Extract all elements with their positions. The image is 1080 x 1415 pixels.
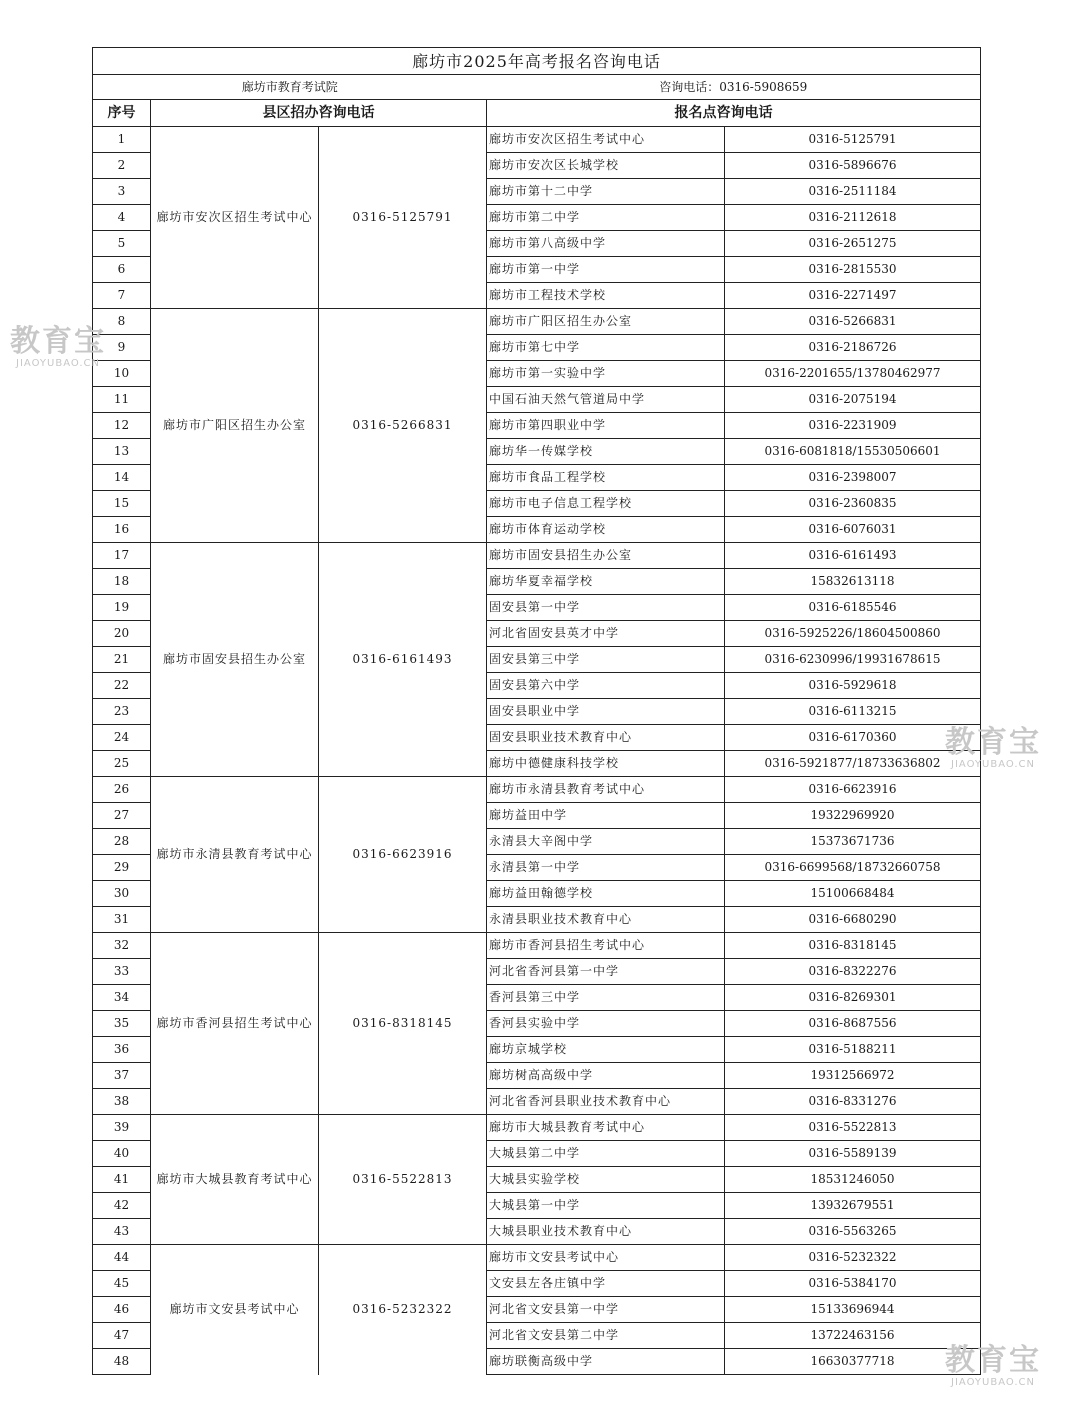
site-phone: 0316-2201655/13780462977	[725, 361, 981, 387]
row-number: 12	[93, 413, 151, 439]
site-phone: 0316-2231909	[725, 413, 981, 439]
site-name: 永清县大辛阁中学	[487, 829, 725, 855]
site-phone: 15373671736	[725, 829, 981, 855]
county-office-phone: 0316-6161493	[319, 543, 487, 777]
row-number: 42	[93, 1193, 151, 1219]
watermark-cn: 教育宝	[945, 725, 1041, 760]
row-number: 24	[93, 725, 151, 751]
row-number: 26	[93, 777, 151, 803]
site-name: 廊坊华一传媒学校	[487, 439, 725, 465]
site-phone: 0316-8318145	[725, 933, 981, 959]
row-number: 40	[93, 1141, 151, 1167]
site-name: 大城县职业技术教育中心	[487, 1219, 725, 1245]
site-phone: 0316-8269301	[725, 985, 981, 1011]
row-number: 13	[93, 439, 151, 465]
county-office-name: 廊坊市大城县教育考试中心	[151, 1115, 319, 1245]
county-office-phone: 0316-5522813	[319, 1115, 487, 1245]
header-site: 报名点咨询电话	[725, 100, 981, 127]
table-row	[93, 777, 981, 803]
row-number: 16	[93, 517, 151, 543]
site-name: 河北省文安县第一中学	[487, 1297, 725, 1323]
site-phone: 0316-6185546	[725, 595, 981, 621]
site-phone: 0316-6230996/19931678615	[725, 647, 981, 673]
site-phone: 0316-6113215	[725, 699, 981, 725]
site-name: 廊坊市安次区长城学校	[487, 153, 725, 179]
site-name: 廊坊市第一中学	[487, 257, 725, 283]
site-name: 廊坊市第二中学	[487, 205, 725, 231]
site-name: 廊坊益田翰德学校	[487, 881, 725, 907]
site-phone: 0316-5188211	[725, 1037, 981, 1063]
county-office-name: 廊坊市固安县招生办公室	[151, 543, 319, 777]
row-number: 36	[93, 1037, 151, 1063]
row-number: 32	[93, 933, 151, 959]
county-office-name: 廊坊市广阳区招生办公室	[151, 309, 319, 543]
site-name: 固安县第三中学	[487, 647, 725, 673]
watermark-logo	[10, 326, 106, 370]
site-phone: 0316-2271497	[725, 283, 981, 309]
site-phone: 0316-6170360	[725, 725, 981, 751]
site-phone: 0316-2075194	[725, 387, 981, 413]
site-name: 廊坊市第八高级中学	[487, 231, 725, 257]
table-row	[93, 127, 981, 153]
site-phone: 0316-5921877/18733636802	[725, 751, 981, 777]
site-name: 香河县实验中学	[487, 1011, 725, 1037]
site-name: 廊坊市食品工程学校	[487, 465, 725, 491]
county-office-phone: 0316-5266831	[319, 309, 487, 543]
site-name: 香河县第三中学	[487, 985, 725, 1011]
watermark-cn: 教育宝	[10, 324, 106, 359]
county-office-phone: 0316-5125791	[319, 127, 487, 309]
site-name: 廊坊市安次区招生考试中心	[487, 127, 725, 153]
site-name: 廊坊市体育运动学校	[487, 517, 725, 543]
site-phone: 0316-5522813	[725, 1115, 981, 1141]
site-phone: 0316-2360835	[725, 491, 981, 517]
hotline	[487, 75, 981, 100]
row-number: 1	[93, 127, 151, 153]
row-number: 37	[93, 1063, 151, 1089]
site-phone: 19312566972	[725, 1063, 981, 1089]
watermark-cn: 教育宝	[945, 1343, 1041, 1378]
directory-table	[92, 47, 981, 1375]
row-number: 45	[93, 1271, 151, 1297]
site-name: 固安县职业技术教育中心	[487, 725, 725, 751]
site-name: 廊坊市大城县教育考试中心	[487, 1115, 725, 1141]
site-name: 廊坊市第十二中学	[487, 179, 725, 205]
row-number: 15	[93, 491, 151, 517]
site-name: 永清县第一中学	[487, 855, 725, 881]
row-number: 46	[93, 1297, 151, 1323]
row-number: 29	[93, 855, 151, 881]
row-number: 39	[93, 1115, 151, 1141]
site-phone: 0316-2815530	[725, 257, 981, 283]
table-row	[93, 1115, 981, 1141]
site-name: 大城县第一中学	[487, 1193, 725, 1219]
site-phone: 0316-8322276	[725, 959, 981, 985]
site-name: 大城县第二中学	[487, 1141, 725, 1167]
row-number: 11	[93, 387, 151, 413]
site-name: 河北省香河县职业技术教育中心	[487, 1089, 725, 1115]
site-name: 大城县实验学校	[487, 1167, 725, 1193]
header-county: 县区招办咨询电话	[151, 100, 487, 127]
site-name: 廊坊联衡高级中学	[487, 1349, 725, 1375]
row-number: 47	[93, 1323, 151, 1349]
site-name: 廊坊市文安县考试中心	[487, 1245, 725, 1271]
row-number: 5	[93, 231, 151, 257]
site-phone: 0316-6081818/15530506601	[725, 439, 981, 465]
row-number: 48	[93, 1349, 151, 1375]
site-name: 永清县职业技术教育中心	[487, 907, 725, 933]
site-phone: 18531246050	[725, 1167, 981, 1193]
row-number: 33	[93, 959, 151, 985]
site-name: 河北省固安县英才中学	[487, 621, 725, 647]
watermark-en: JIAOYUBAO.CN	[951, 759, 1035, 770]
county-office-name: 廊坊市永清县教育考试中心	[151, 777, 319, 933]
county-office-name: 廊坊市文安县考试中心	[151, 1245, 319, 1375]
site-name: 廊坊中德健康科技学校	[487, 751, 725, 777]
row-number: 8	[93, 309, 151, 335]
row-number: 2	[93, 153, 151, 179]
site-name: 廊坊益田中学	[487, 803, 725, 829]
row-number: 44	[93, 1245, 151, 1271]
row-number: 14	[93, 465, 151, 491]
row-number: 9	[93, 335, 151, 361]
site-phone: 0316-5896676	[725, 153, 981, 179]
site-phone: 0316-6161493	[725, 543, 981, 569]
site-phone: 13932679551	[725, 1193, 981, 1219]
site-name: 廊坊市工程技术学校	[487, 283, 725, 309]
site-phone: 0316-8687556	[725, 1011, 981, 1037]
county-office-name: 廊坊市香河县招生考试中心	[151, 933, 319, 1115]
site-phone: 15133696944	[725, 1297, 981, 1323]
row-number: 7	[93, 283, 151, 309]
site-name: 廊坊树高高级中学	[487, 1063, 725, 1089]
row-number: 6	[93, 257, 151, 283]
county-office-phone: 0316-8318145	[319, 933, 487, 1115]
row-number: 43	[93, 1219, 151, 1245]
watermark-en: JIAOYUBAO.CN	[951, 1377, 1035, 1388]
site-phone: 0316-5925226/18604500860	[725, 621, 981, 647]
row-number: 35	[93, 1011, 151, 1037]
site-phone: 16630377718	[725, 1349, 981, 1375]
site-phone: 13722463156	[725, 1323, 981, 1349]
row-number: 34	[93, 985, 151, 1011]
row-number: 27	[93, 803, 151, 829]
site-name: 固安县第一中学	[487, 595, 725, 621]
row-number: 18	[93, 569, 151, 595]
site-phone: 0316-2398007	[725, 465, 981, 491]
row-number: 3	[93, 179, 151, 205]
site-phone: 0316-2186726	[725, 335, 981, 361]
row-number: 38	[93, 1089, 151, 1115]
header-seq: 序号	[93, 100, 151, 127]
site-phone: 15832613118	[725, 569, 981, 595]
issuing-organization: 廊坊市教育考试院	[93, 75, 487, 100]
site-phone: 0316-5125791	[725, 127, 981, 153]
site-phone: 0316-2511184	[725, 179, 981, 205]
row-number: 28	[93, 829, 151, 855]
site-name: 廊坊京城学校	[487, 1037, 725, 1063]
site-phone: 19322969920	[725, 803, 981, 829]
table-row	[93, 543, 981, 569]
site-name: 廊坊市香河县招生考试中心	[487, 933, 725, 959]
table-row	[93, 309, 981, 335]
site-name: 廊坊华夏幸福学校	[487, 569, 725, 595]
site-phone: 0316-6699568/18732660758	[725, 855, 981, 881]
row-number: 25	[93, 751, 151, 777]
table-row	[93, 933, 981, 959]
row-number: 4	[93, 205, 151, 231]
watermark-logo	[945, 1345, 1041, 1389]
site-phone: 0316-2651275	[725, 231, 981, 257]
site-name: 文安县左各庄镇中学	[487, 1271, 725, 1297]
site-phone: 0316-5563265	[725, 1219, 981, 1245]
site-phone: 0316-2112618	[725, 205, 981, 231]
site-phone: 15100668484	[725, 881, 981, 907]
row-number: 22	[93, 673, 151, 699]
site-name: 中国石油天然气管道局中学	[487, 387, 725, 413]
site-phone: 0316-5929618	[725, 673, 981, 699]
county-office-name: 廊坊市安次区招生考试中心	[151, 127, 319, 309]
site-phone: 0316-6076031	[725, 517, 981, 543]
site-name: 河北省香河县第一中学	[487, 959, 725, 985]
site-phone: 0316-8331276	[725, 1089, 981, 1115]
site-phone: 0316-5384170	[725, 1271, 981, 1297]
row-number: 23	[93, 699, 151, 725]
site-name: 廊坊市永清县教育考试中心	[487, 777, 725, 803]
hotline-number: 0316-5908659	[719, 80, 808, 94]
site-name: 固安县职业中学	[487, 699, 725, 725]
site-phone: 0316-6623916	[725, 777, 981, 803]
table-row	[93, 1245, 981, 1271]
site-name: 廊坊市第四职业中学	[487, 413, 725, 439]
site-phone: 0316-5266831	[725, 309, 981, 335]
site-name: 廊坊市电子信息工程学校	[487, 491, 725, 517]
site-phone: 0316-5589139	[725, 1141, 981, 1167]
site-phone: 0316-5232322	[725, 1245, 981, 1271]
document-title: 廊坊市2025年高考报名咨询电话	[93, 48, 981, 75]
county-office-phone: 0316-6623916	[319, 777, 487, 933]
row-number: 20	[93, 621, 151, 647]
county-office-phone: 0316-5232322	[319, 1245, 487, 1375]
row-number: 21	[93, 647, 151, 673]
site-name: 廊坊市固安县招生办公室	[487, 543, 725, 569]
phone-directory-sheet	[92, 47, 980, 1375]
hotline-label: 咨询电话：	[659, 80, 720, 94]
row-number: 30	[93, 881, 151, 907]
row-number: 17	[93, 543, 151, 569]
site-name: 固安县第六中学	[487, 673, 725, 699]
site-name: 廊坊市第一实验中学	[487, 361, 725, 387]
watermark-logo	[945, 727, 1041, 771]
site-name: 廊坊市第七中学	[487, 335, 725, 361]
row-number: 10	[93, 361, 151, 387]
site-name: 河北省文安县第二中学	[487, 1323, 725, 1349]
row-number: 41	[93, 1167, 151, 1193]
site-name: 廊坊市广阳区招生办公室	[487, 309, 725, 335]
row-number: 19	[93, 595, 151, 621]
watermark-en: JIAOYUBAO.CN	[16, 358, 100, 369]
row-number: 31	[93, 907, 151, 933]
site-phone: 0316-6680290	[725, 907, 981, 933]
